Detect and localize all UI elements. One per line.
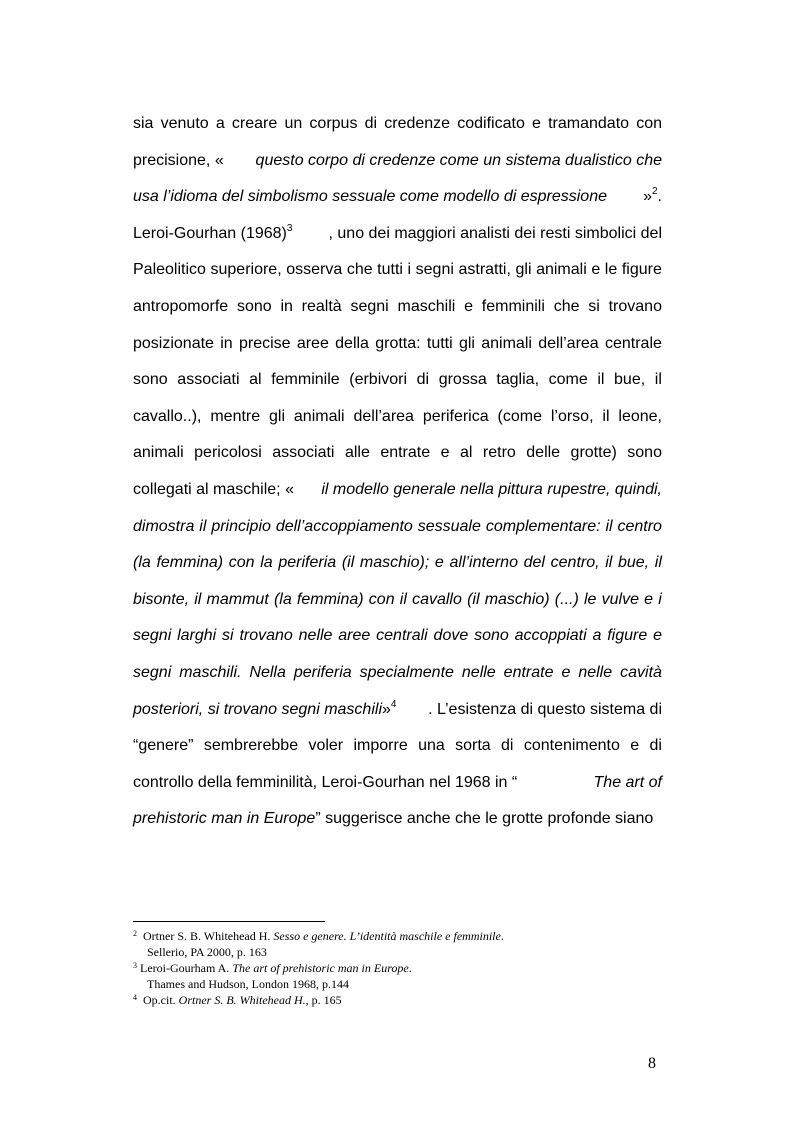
word: una <box>418 737 445 755</box>
word: che <box>346 261 373 279</box>
word: i <box>658 590 662 608</box>
body-line-20 <box>133 801 662 838</box>
footnote-3-cont: Thames and Hudson, London 1968, p.144 <box>147 977 349 991</box>
word: e <box>561 663 571 681</box>
word: vulve <box>601 590 639 608</box>
word: gli <box>269 407 286 425</box>
word: dell’accoppiamento <box>275 517 413 535</box>
word: dove <box>433 627 469 645</box>
word: complementare: <box>485 517 601 535</box>
word: credenze <box>384 115 451 132</box>
word: centro, <box>550 554 600 572</box>
word: maschio); <box>359 554 430 572</box>
word: all’interno <box>449 554 518 572</box>
word: e <box>440 444 450 462</box>
word: al <box>459 444 473 462</box>
word: il <box>605 554 613 572</box>
word: segni <box>133 663 172 681</box>
word: (il <box>341 554 355 572</box>
word: aree <box>296 334 329 352</box>
quote-text: posteriori, si trovano segni maschili <box>133 700 382 718</box>
footnote-text: . <box>500 929 504 943</box>
book-title: The art of <box>593 773 662 791</box>
body-line-2 <box>133 143 662 180</box>
word: posizionate <box>133 334 214 352</box>
footnote-title: Ortner S. B. Whitehead H. <box>178 993 306 1007</box>
word: le <box>583 590 597 608</box>
word: animali <box>293 407 345 425</box>
text-segment: precisione, « <box>133 151 224 169</box>
word: figure <box>607 627 648 645</box>
footnote-text: , p. 165 <box>305 993 342 1007</box>
quote-close: » <box>643 188 652 206</box>
word: dell’area <box>538 334 599 352</box>
word: un <box>284 115 303 132</box>
word: associati <box>272 444 335 462</box>
word: cavallo..), <box>133 407 202 425</box>
footnote-3 <box>133 960 662 976</box>
word: mammut <box>206 590 269 608</box>
word: dimostra <box>133 517 195 535</box>
word: nelle <box>578 663 613 681</box>
word: animali <box>481 334 532 352</box>
word: al <box>249 371 262 389</box>
body-line-11 <box>133 472 662 509</box>
word: tutti <box>377 261 403 279</box>
word: sia <box>133 115 154 132</box>
word: con <box>368 590 395 608</box>
word: trovano <box>608 297 662 315</box>
word: aree <box>338 627 371 645</box>
word: e <box>434 554 444 572</box>
word: Nella <box>249 663 286 681</box>
body-line-7 <box>133 326 662 363</box>
word: venuto <box>160 115 209 132</box>
body-line-9 <box>133 399 662 436</box>
word: antropomorfe <box>133 297 229 315</box>
word: centrali <box>376 627 428 645</box>
text-segment: ” suggerisce anche che le grotte profonde siano <box>315 810 654 828</box>
word: maschili <box>397 297 456 315</box>
word: la <box>260 554 273 572</box>
word: di <box>364 115 378 132</box>
word: in <box>220 334 233 352</box>
word: di <box>649 737 662 755</box>
word: animali <box>536 261 587 279</box>
word: (come <box>497 407 542 425</box>
quote-text: il modello generale nella pittura rupestre, quindi, <box>321 480 662 498</box>
word: a <box>592 627 602 645</box>
word: entrate <box>503 663 554 681</box>
body-line-8 <box>133 362 662 399</box>
word: centrale <box>604 334 662 352</box>
word: delle <box>526 444 561 462</box>
word: grotta: <box>375 334 421 352</box>
word: maschili. <box>179 663 242 681</box>
word: codificato <box>457 115 525 132</box>
word: cavità <box>620 663 662 681</box>
word: le <box>604 261 618 279</box>
footnotes <box>133 928 662 1008</box>
footnote-text: Leroi-Gourham A. <box>140 961 233 975</box>
word: femminili <box>481 297 545 315</box>
word: femmina) <box>296 590 364 608</box>
word: taglia, <box>496 371 540 389</box>
word: creare <box>231 115 278 132</box>
word: entrate <box>380 444 431 462</box>
word: e <box>532 115 541 132</box>
body-line-17 <box>133 692 662 729</box>
footnote-number: 4 <box>133 993 137 1002</box>
quote-text: usa l’idioma del simbolismo sessuale come modello di espressione <box>133 188 607 206</box>
footnote-separator <box>133 921 325 922</box>
word: bue, <box>614 371 646 389</box>
book-title: prehistoric man in Europe <box>133 810 316 828</box>
body-line-1 <box>133 106 662 143</box>
word: il <box>654 371 662 389</box>
word: osserva <box>286 261 343 279</box>
word: e <box>464 297 473 315</box>
word: gli <box>515 261 532 279</box>
word: accoppiati <box>514 627 587 645</box>
word: pericolosi <box>194 444 262 462</box>
word: segni <box>133 627 172 645</box>
text-segment: , uno dei maggiori analisti dei resti simbolici del <box>328 224 662 242</box>
text-segment: collegati al maschile; « <box>133 480 294 498</box>
text-segment: . L’esistenza di questo sistema di <box>428 700 662 718</box>
word: sono <box>133 371 168 389</box>
footnote-2 <box>133 928 662 944</box>
body-line-18 <box>133 728 662 765</box>
word: e <box>653 627 662 645</box>
word: (erbivori <box>349 371 408 389</box>
word: Paleolitico <box>133 261 206 279</box>
footnote-number: 2 <box>133 929 137 938</box>
word: specialmente <box>359 663 454 681</box>
word: dell’area <box>353 407 414 425</box>
body-line-5 <box>133 252 662 289</box>
word: grotte) <box>570 444 617 462</box>
word: del <box>523 554 545 572</box>
body-line-13 <box>133 545 662 582</box>
footnote-ref[interactable]: 3 <box>286 222 293 234</box>
word: bue, <box>617 554 650 572</box>
text-segment: Leroi-Gourhan (1968) <box>133 224 287 242</box>
word: retro <box>482 444 516 462</box>
word: tutti <box>426 334 453 352</box>
word: grossa <box>438 371 487 389</box>
quote-close: » <box>382 700 391 718</box>
footnote-title: Sesso e genere. L’identità maschile e femminile <box>273 929 501 943</box>
footnote-text: Ortner S. B. Whitehead H. <box>143 929 274 943</box>
word: animali <box>133 444 184 462</box>
body-line-15 <box>133 618 662 655</box>
word: trovano <box>239 627 293 645</box>
word: con <box>228 554 255 572</box>
footnote-4 <box>133 992 662 1008</box>
word: si <box>588 297 600 315</box>
word: sono <box>474 627 509 645</box>
word: sorta <box>455 737 491 755</box>
word: della <box>335 334 369 352</box>
word: come <box>548 371 588 389</box>
body-line-19 <box>133 765 662 802</box>
word: sono <box>627 444 662 462</box>
word: alle <box>344 444 370 462</box>
word: precise <box>238 334 291 352</box>
page-number: 8 <box>648 1055 656 1072</box>
word: principio <box>211 517 271 535</box>
text-segment: . <box>657 188 662 206</box>
word: superiore, <box>210 261 282 279</box>
word: (il <box>467 590 480 608</box>
word: corpus <box>309 115 358 132</box>
word: segni <box>350 297 389 315</box>
word: mentre <box>210 407 261 425</box>
body-line-4 <box>133 216 662 253</box>
word: realtà <box>301 297 342 315</box>
word: voler <box>308 737 344 755</box>
footnote-ref[interactable]: 2 <box>651 186 658 198</box>
word: (...) <box>554 590 579 608</box>
word: e <box>644 590 654 608</box>
word: in <box>280 297 293 315</box>
footnote-text: Op.cit. <box>143 993 179 1007</box>
body-line-10 <box>133 435 662 472</box>
word: tramandato <box>548 115 630 132</box>
word: leone, <box>618 407 662 425</box>
word: cavallo <box>412 590 462 608</box>
word: si <box>222 627 234 645</box>
word: il <box>602 407 610 425</box>
word: di <box>501 737 514 755</box>
word: imporre <box>353 737 408 755</box>
word: e <box>630 737 640 755</box>
word: l’orso, <box>550 407 594 425</box>
word: a <box>215 115 225 132</box>
word: il <box>399 590 407 608</box>
word: gli <box>458 334 475 352</box>
footnote-ref[interactable]: 4 <box>390 698 397 710</box>
word: femminile <box>271 371 340 389</box>
word: nelle <box>298 627 333 645</box>
word: “genere” <box>133 737 194 755</box>
word: figure <box>621 261 662 279</box>
word: il <box>194 590 202 608</box>
word: nelle <box>461 663 496 681</box>
word: sono <box>236 297 272 315</box>
footnote-number: 3 <box>133 961 137 970</box>
word: periferia <box>293 663 352 681</box>
footnote-text: . <box>408 961 412 975</box>
word: periferia <box>278 554 337 572</box>
quote-text: questo corpo di credenze come un sistema dualistico che <box>255 151 662 169</box>
word: associati <box>177 371 240 389</box>
text-segment: controllo della femminilità, Leroi-Gourhan nel 1968 in “ <box>133 773 518 791</box>
word: di <box>416 371 430 389</box>
word: contenimento <box>523 737 620 755</box>
word: con <box>636 115 662 132</box>
word: (la <box>133 554 151 572</box>
word: e <box>591 261 601 279</box>
word: maschio) <box>484 590 550 608</box>
footnote-title: The art of prehistoric man in Europe <box>232 961 409 975</box>
word: che <box>553 297 580 315</box>
word: sessuale <box>417 517 481 535</box>
body-line-16 <box>133 655 662 692</box>
word: larghi <box>177 627 217 645</box>
word: il <box>605 517 613 535</box>
word: (la <box>273 590 292 608</box>
word: il <box>597 371 605 389</box>
word: sembrerebbe <box>203 737 299 755</box>
word: astratti, <box>458 261 511 279</box>
word: segni <box>415 261 454 279</box>
word: il <box>654 554 662 572</box>
footnote-2-cont: Sellerio, PA 2000, p. 163 <box>147 945 267 959</box>
word: i <box>407 261 412 279</box>
word: il <box>199 517 207 535</box>
body-line-12 <box>133 509 662 546</box>
body-line-6 <box>133 289 662 326</box>
word: centro <box>617 517 662 535</box>
body-line-3 <box>133 179 662 216</box>
body-text <box>133 106 662 838</box>
word: periferica <box>422 407 489 425</box>
word: bisonte, <box>133 590 190 608</box>
word: femmina) <box>156 554 224 572</box>
body-line-14 <box>133 582 662 619</box>
